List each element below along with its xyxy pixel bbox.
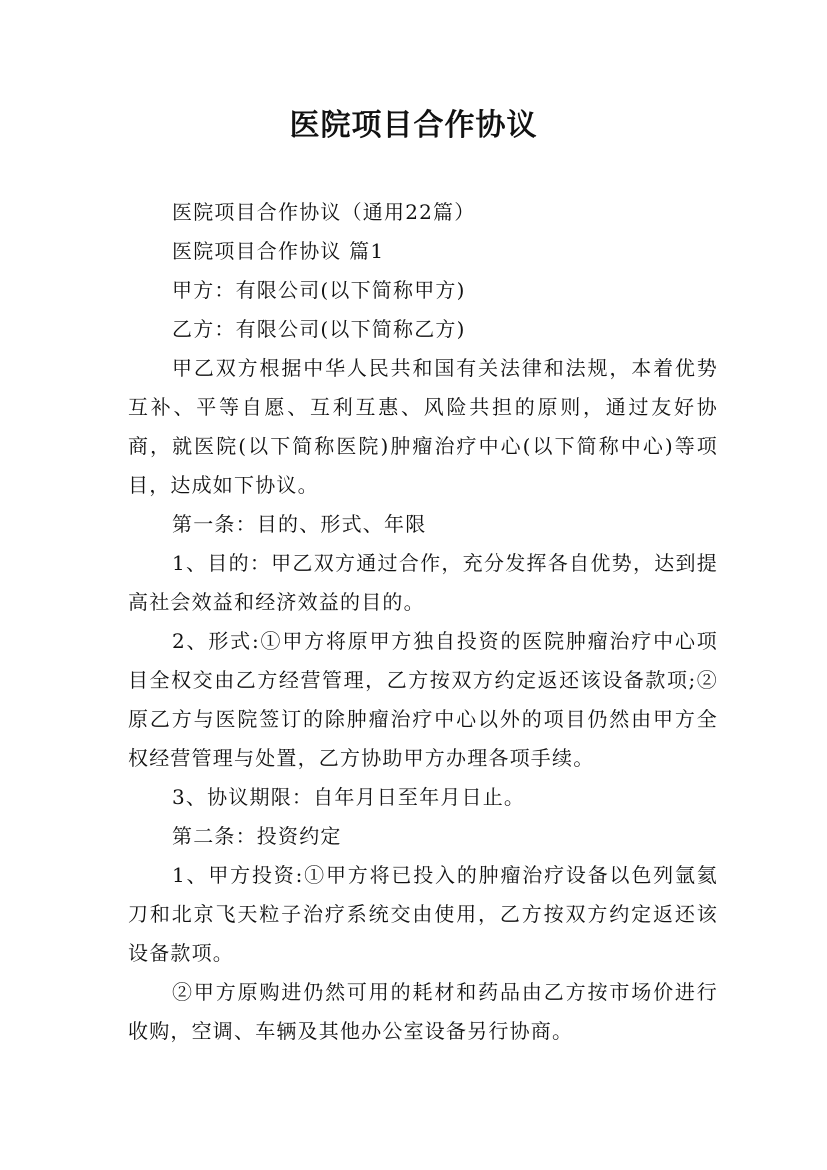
document-body xyxy=(128,193,718,1051)
paragraph-party-b: 乙方：有限公司(以下简称乙方) xyxy=(172,317,466,341)
paragraph-clause-1-term: 3、协议期限：自年月日至年月日止。 xyxy=(172,785,526,809)
paragraph-clause-1-heading: 第一条：目的、形式、年限 xyxy=(172,512,427,536)
document-title: 医院项目合作协议 xyxy=(289,108,538,143)
paragraph-article-heading: 医院项目合作协议 篇1 xyxy=(172,239,385,263)
paragraph-clause-1-form: 2、形式:①甲方将原甲方独自投资的医院肿瘤治疗中心项目全权交由乙方经营管理，乙方按双方约定返还该设备款项;②原乙方与医院签订的除肿瘤治疗中心以外的项目仍然由甲方全权经营管理与处置，乙方协助甲方办理各项手续。 xyxy=(128,629,718,770)
paragraph-clause-2-heading: 第二条：投资约定 xyxy=(172,824,342,848)
paragraph-collection-heading: 医院项目合作协议（通用22篇） xyxy=(172,200,476,224)
paragraph-party-a: 甲方：有限公司(以下简称甲方) xyxy=(172,278,466,302)
paragraph-clause-2-investment: 1、甲方投资:①甲方将已投入的肿瘤治疗设备以色列氩氦刀和北京飞天粒子治疗系统交由使用，乙方按双方约定返还该设备款项。 xyxy=(128,863,718,965)
paragraph-preamble: 甲乙双方根据中华人民共和国有关法律和法规，本着优势互补、平等自愿、互利互惠、风险共担的原则，通过友好协商，就医院(以下简称医院)肿瘤治疗中心(以下简称中心)等项目，达成如下协议。 xyxy=(128,356,718,497)
paragraph-clause-2-supplies: ②甲方原购进仍然可用的耗材和药品由乙方按市场价进行收购，空调、车辆及其他办公室设备另行协商。 xyxy=(128,980,718,1043)
paragraph-clause-1-purpose: 1、目的：甲乙双方通过合作，充分发挥各自优势，达到提高社会效益和经济效益的目的。 xyxy=(128,551,718,614)
